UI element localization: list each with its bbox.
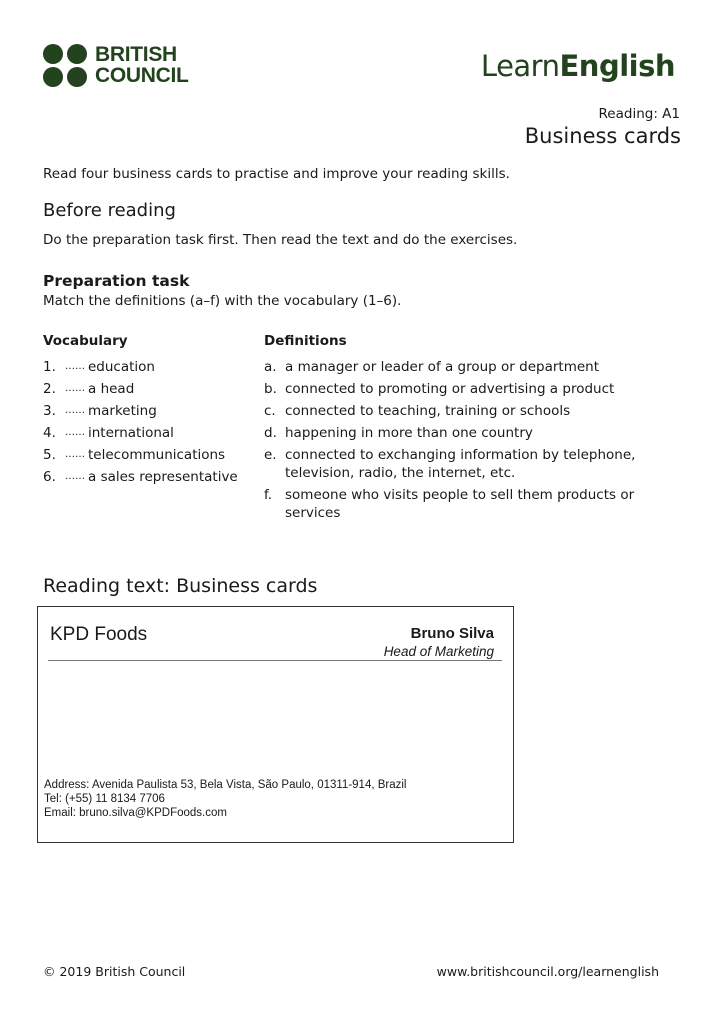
answer-blank: …… [65,383,85,394]
definition-text: connected to exchanging information by telephone, television, radio, the internet, etc. [285,447,636,481]
page-title: Business cards [524,124,681,148]
vocab-item [43,468,258,490]
vocab-number: 3. [43,403,56,419]
vocab-number: 4. [43,425,56,441]
definition-item [264,380,664,398]
intro-text: Read four business cards to practise and improve your reading skills. [43,166,510,182]
vocab-item [43,424,258,446]
definition-text: a manager or leader of a group or department [285,359,600,375]
definitions-heading: Definitions [264,333,347,349]
level-label: Reading: A1 [598,106,680,122]
vocab-item [43,358,258,380]
card-email: Email: bruno.silva@KPDFoods.com [44,807,227,819]
vocab-word: a sales representative [88,469,238,485]
card-contact-details [44,778,407,820]
definition-letter: e. [264,447,277,463]
british-council-wordmark [95,44,189,86]
vocab-number: 2. [43,381,56,397]
brand-line-1: BRITISH [95,43,177,66]
vocab-item [43,402,258,424]
definition-letter: b. [264,381,277,397]
definition-text: happening in more than one country [285,425,533,441]
vocabulary-list [43,358,258,490]
footer-url: www.britishcouncil.org/learnenglish [436,964,659,979]
definition-item [264,446,664,482]
card-telephone: Tel: (+55) 11 8134 7706 [44,793,165,805]
definition-text: connected to teaching, training or schools [285,403,571,419]
vocab-word: a head [88,381,135,397]
answer-blank: …… [65,471,85,482]
learn-word: Learn [480,49,560,83]
definition-item [264,402,664,420]
preparation-instruction: Match the definitions (a–f) with the vocabulary (1–6). [43,293,402,309]
definition-text: someone who visits people to sell them products or services [285,487,635,521]
answer-blank: …… [65,449,85,460]
definition-letter: c. [264,403,276,419]
reading-text-heading: Reading text: Business cards [43,575,318,597]
definition-item [264,358,664,376]
definition-letter: d. [264,425,277,441]
brand-line-2: COUNCIL [95,64,189,87]
vocab-word: marketing [88,403,157,419]
card-person-name: Bruno Silva [410,625,494,642]
definition-text: connected to promoting or advertising a product [285,381,615,397]
british-council-logo [43,44,203,88]
definitions-list [264,358,664,526]
vocab-item [43,446,258,468]
card-divider [48,660,502,661]
card-company-name: KPD Foods [50,624,148,645]
vocabulary-heading: Vocabulary [43,333,128,349]
before-reading-heading: Before reading [43,200,176,221]
card-job-title: Head of Marketing [383,644,494,659]
before-reading-text: Do the preparation task first. Then read the text and do the exercises. [43,232,518,248]
vocab-number: 1. [43,359,56,375]
vocab-word: education [88,359,155,375]
definition-letter: f. [264,487,273,503]
vocab-item [43,380,258,402]
vocab-word: international [88,425,174,441]
british-council-dots-icon [43,44,89,88]
definition-item [264,486,664,522]
definition-item [264,424,664,442]
definition-letter: a. [264,359,277,375]
answer-blank: …… [65,405,85,416]
preparation-heading: Preparation task [43,272,190,290]
business-card [37,606,514,843]
answer-blank: …… [65,361,85,372]
vocab-number: 5. [43,447,56,463]
card-address: Address: Avenida Paulista 53, Bela Vista, São Paulo, 01311-914, Brazil [44,779,407,791]
footer-copyright: © 2019 British Council [43,964,186,979]
english-word: English [559,49,675,83]
vocab-word: telecommunications [88,447,226,463]
learnenglish-logo [481,49,675,83]
answer-blank: …… [65,427,85,438]
vocab-number: 6. [43,469,56,485]
